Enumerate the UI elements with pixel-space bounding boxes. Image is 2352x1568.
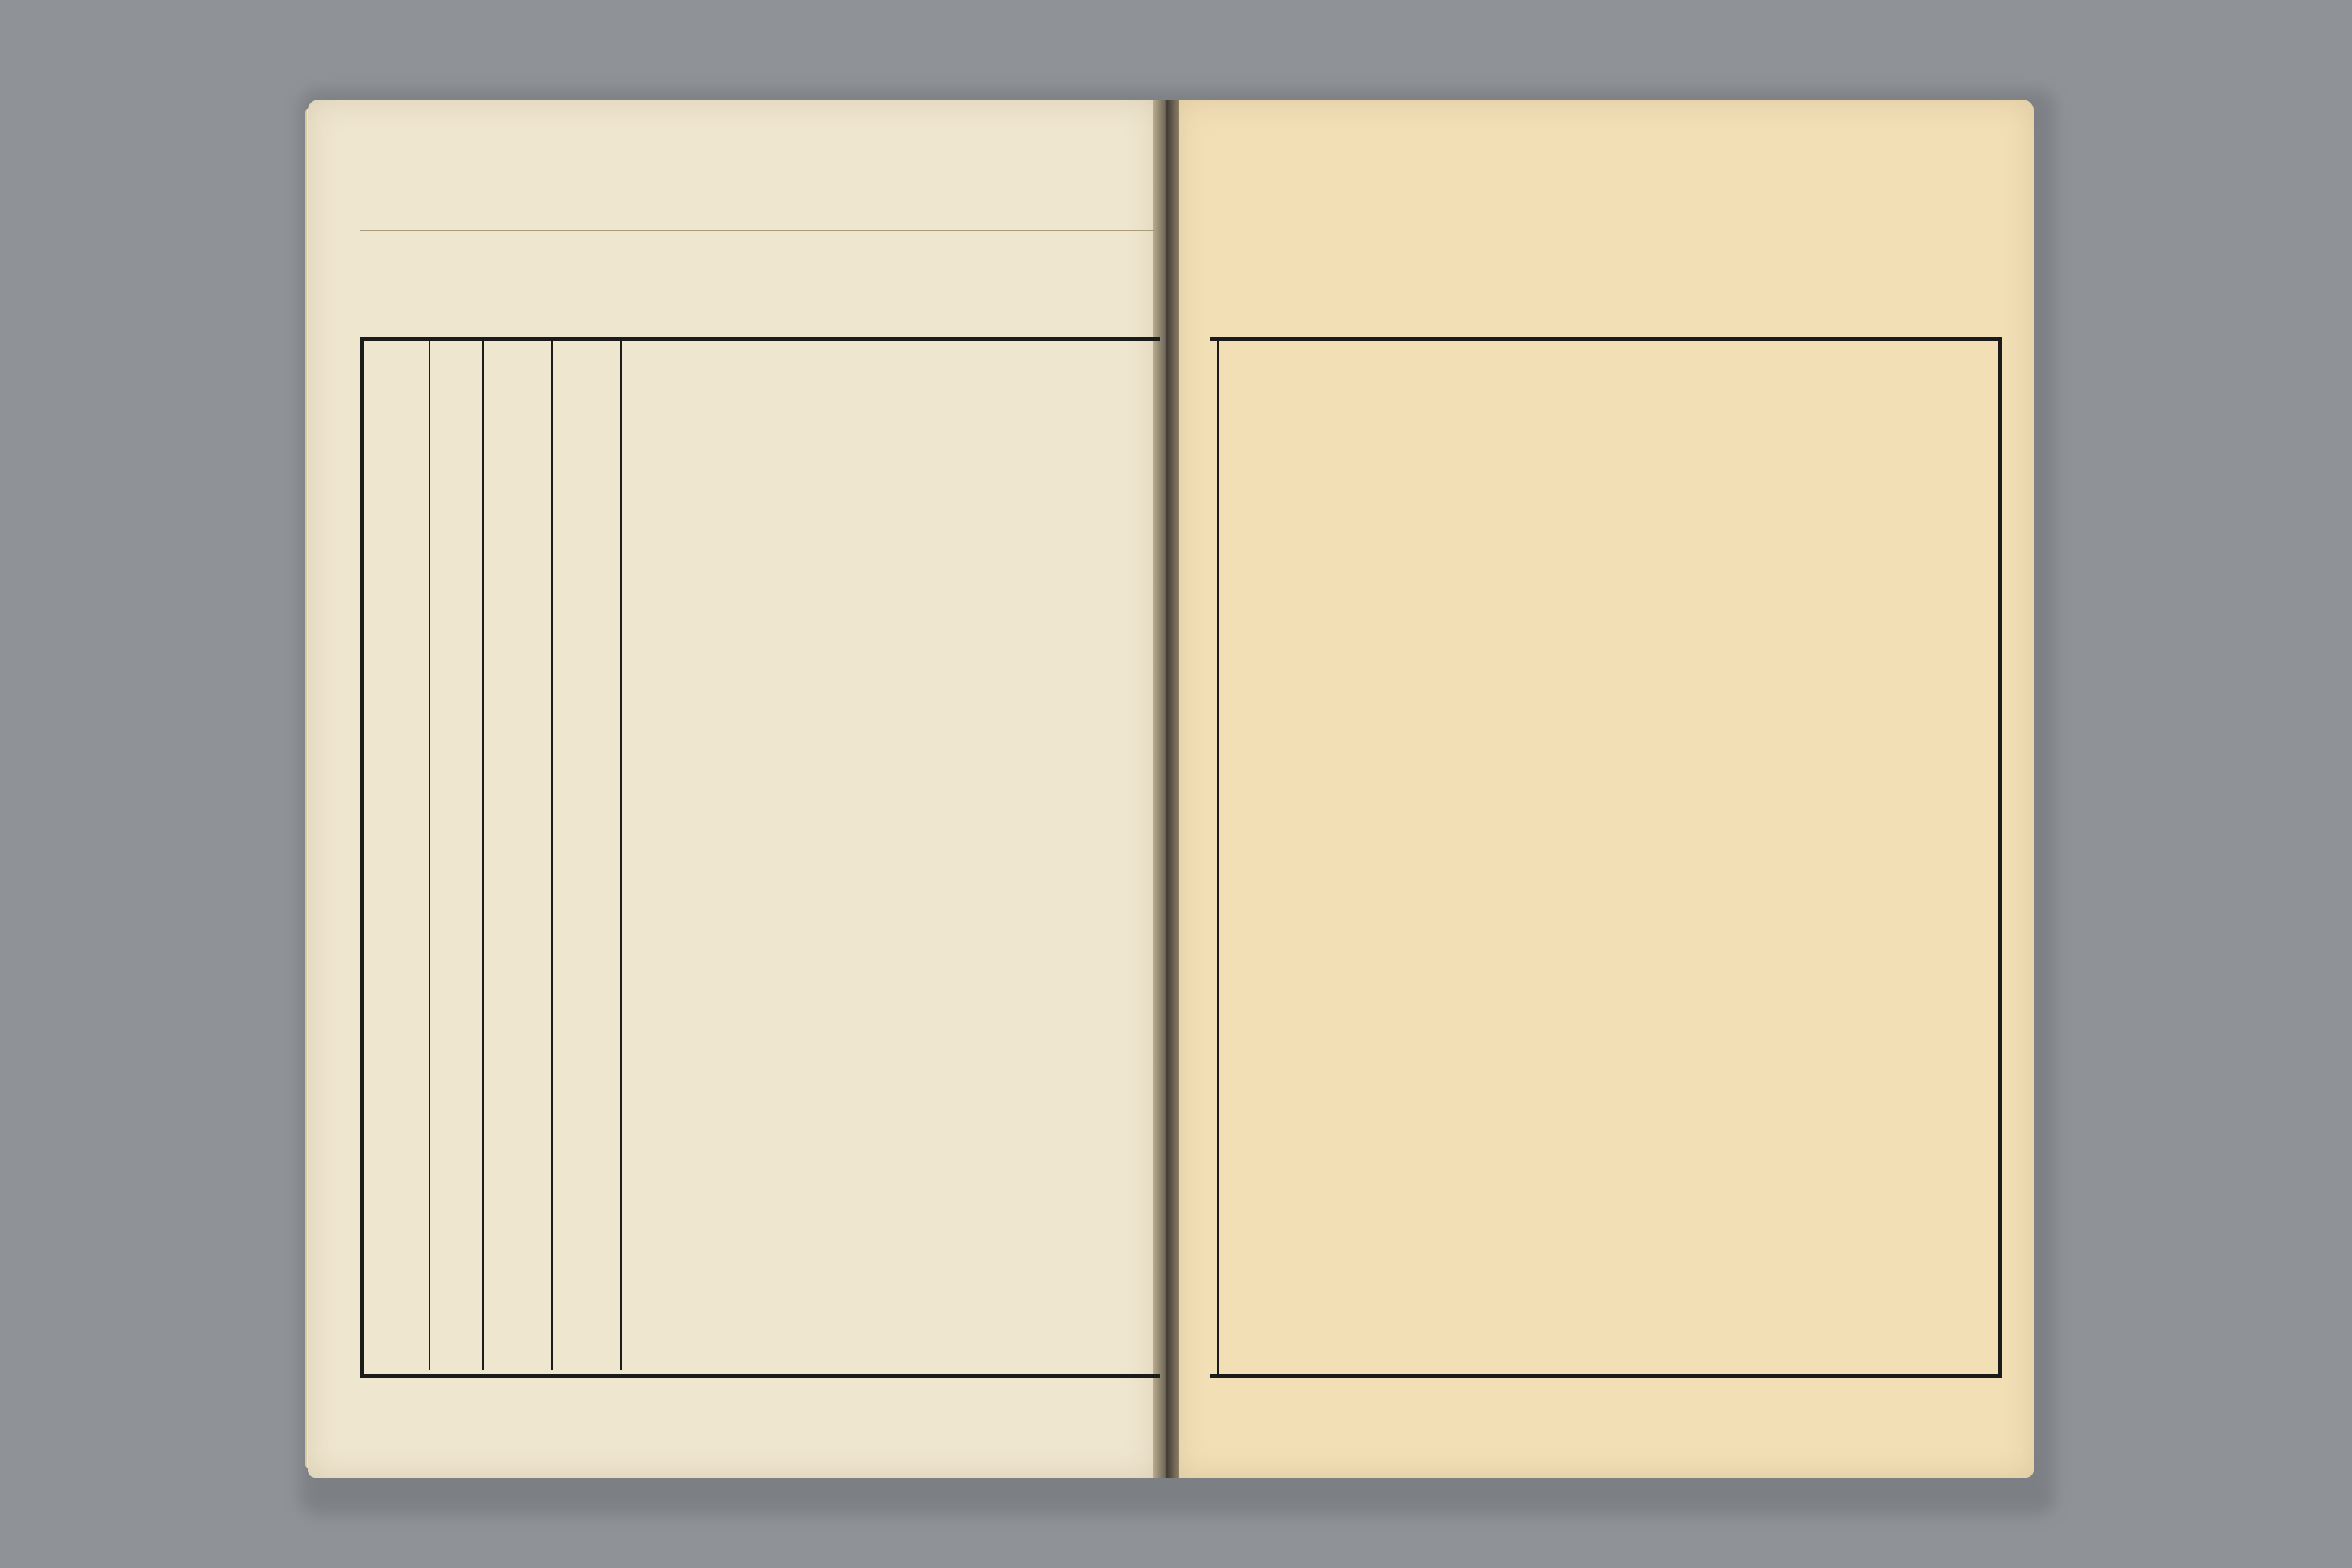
right-page-border	[1210, 337, 2002, 1378]
left-page-border	[360, 337, 1160, 1378]
left-column-rule-4	[429, 337, 430, 1370]
left-page-crease	[360, 230, 1156, 231]
left-column-rule-1	[620, 337, 622, 1370]
left-column-rule-3	[482, 337, 484, 1370]
left-column-rule-2	[551, 337, 553, 1370]
